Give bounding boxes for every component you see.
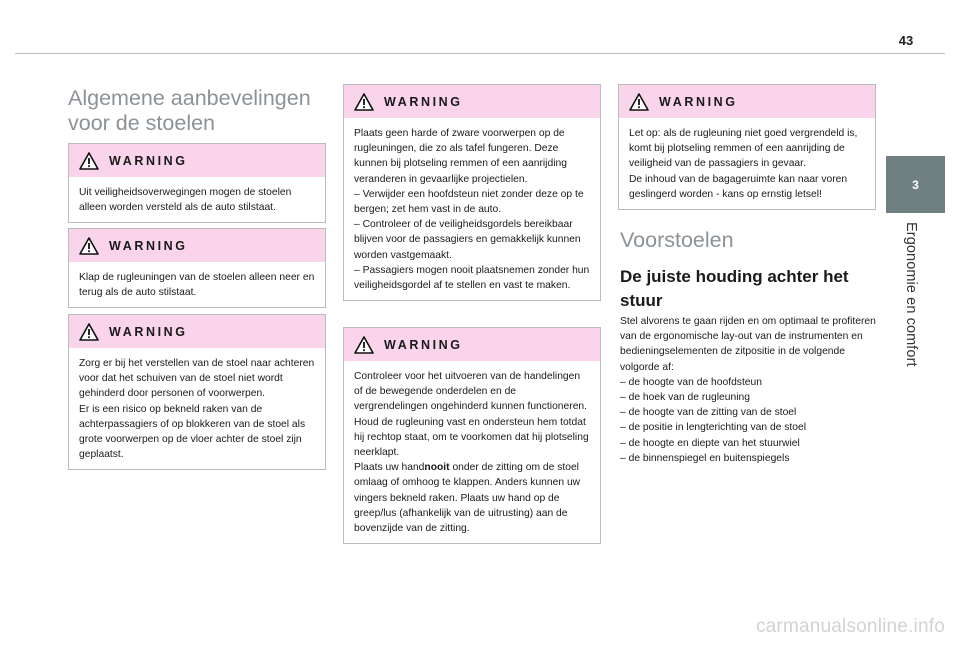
warning-title: WARNING <box>109 324 188 339</box>
warning-triangle-icon <box>354 93 374 111</box>
section-title-general: Algemene aanbevelingen voor de stoelen <box>68 86 311 135</box>
list-item: – de hoogte en diepte van het stuurwiel <box>620 437 800 449</box>
warning-triangle-icon <box>79 152 99 170</box>
list-item: – de hoogte van de zitting van de stoel <box>620 407 797 419</box>
chapter-number: 3 <box>912 177 919 192</box>
chapter-title: Ergonomie en comfort <box>903 222 919 367</box>
warning-text: Klap de rugleuningen van de stoelen alleen neer en terug als de auto stilstaat. <box>79 272 315 299</box>
watermark: carmanualsonline.info <box>755 616 945 637</box>
warning-text: Controleer voor het uitvoeren van de handelingen of de bewegende onderdelen en de vergrendelingen ongehinderd kunnen functioneren. Houd de rugleuning vast en ondersteun hem totdat hij rechtop staat, om te voorkomen dat hij plotseling neerklapt. Plaats uw handnooit onder de zitting om de stoel omlaag of omhoog te klappen. Anders kunnen uw vingers bekneld raken. Plaats uw hand op de greep/lus (afhankelijk van de uitrusting) aan de bovenzijde van de zitting. <box>344 361 600 543</box>
warning-box-2 <box>68 228 326 308</box>
list-item: – de binnenspiegel en buitenspiegels <box>620 452 790 464</box>
warning-header <box>69 229 325 262</box>
warning-text: Uit veiligheidsoverwegingen mogen de stoelen alleen worden versteld als de auto stilstaat. <box>79 187 292 214</box>
page-number: 43 <box>898 33 914 48</box>
section-title-front-seats: Voorstoelen <box>620 228 734 252</box>
warning-title: WARNING <box>109 153 188 168</box>
warning-text: Let op: als de rugleuning niet goed vergrendeld is, komt bij plotseling remmen of een aanrijding de veiligheid van de passagiers in gevaar. De inhoud van de bagageruimte kan naar voren geslingerd worden - kans op ernstig letsel! <box>629 128 858 200</box>
warning-triangle-icon <box>354 336 374 354</box>
warning-box-3 <box>68 314 326 470</box>
warning-header <box>344 328 600 361</box>
warning-triangle-icon <box>79 323 99 341</box>
warning-box-6 <box>618 84 876 210</box>
list-item: – de positie in lengterichting van de stoel <box>620 422 807 434</box>
warning-box-5 <box>343 327 601 544</box>
warning-title: WARNING <box>384 337 463 352</box>
chapter-tab[interactable] <box>886 156 945 213</box>
warning-text: Zorg er bij het verstellen van de stoel naar achteren voor dat het schuiven van de stoel niet wordt gehinderd door personen of voorwerpen. Er is een risico op bekneld raken van de achterpassagiers of op blokkeren van de stoel als grote voorwerpen op de vloer achter de stoel zijn geplaatst. <box>79 358 315 461</box>
hand-placement-text: Plaats uw handnooit onder de zitting om de stoel omlaag of omhoog te klappen. Anders kunnen uw vingers bekneld raken. Plaats uw hand op de greep/lus (afhankelijk van de uitrusting) aan de bovenzijde van de zitting. <box>354 462 581 535</box>
warning-triangle-icon <box>629 93 649 111</box>
warning-title: WARNING <box>384 94 463 109</box>
adjustment-list <box>620 375 882 466</box>
warning-title: WARNING <box>659 94 738 109</box>
driving-position-heading: De juiste houding achter het stuur <box>620 267 849 310</box>
warning-header <box>344 85 600 118</box>
emphasis-never: nooit <box>424 462 450 474</box>
warning-header <box>69 315 325 348</box>
warning-text: Plaats geen harde of zware voorwerpen op de rugleuningen, die zo als tafel fungeren. Deze kunnen bij plotseling remmen of een aanrijding veranderen in gevaarlijke projectielen. – Verwijder een hoofdsteun niet zonder deze op te bergen; zet hem vast in de auto. – Controleer of de veiligheidsgordels bereikbaar blijven voor de passagiers en gemakkelijk kunnen worden vastgemaakt. – Passagiers mogen nooit plaatsnemen zonder hun veiligheidsgordel af te stellen en vast te maken. <box>354 128 590 292</box>
driving-position-intro: Stel alvorens te gaan rijden en om optimaal te profiteren van de ergonomische lay-out van de instrumenten en bedieningselementen de zitpositie in de volgende volgorde af: <box>620 316 876 373</box>
driving-position-text <box>620 314 882 466</box>
warning-box-4 <box>343 84 601 301</box>
warning-title: WARNING <box>109 238 188 253</box>
list-item: – de hoogte van de hoofdsteun <box>620 376 762 388</box>
warning-header <box>619 85 875 118</box>
list-item: – de hoek van de rugleuning <box>620 392 750 404</box>
warning-triangle-icon <box>79 237 99 255</box>
top-divider <box>15 53 945 54</box>
warning-box-1 <box>68 143 326 223</box>
warning-header <box>69 144 325 177</box>
